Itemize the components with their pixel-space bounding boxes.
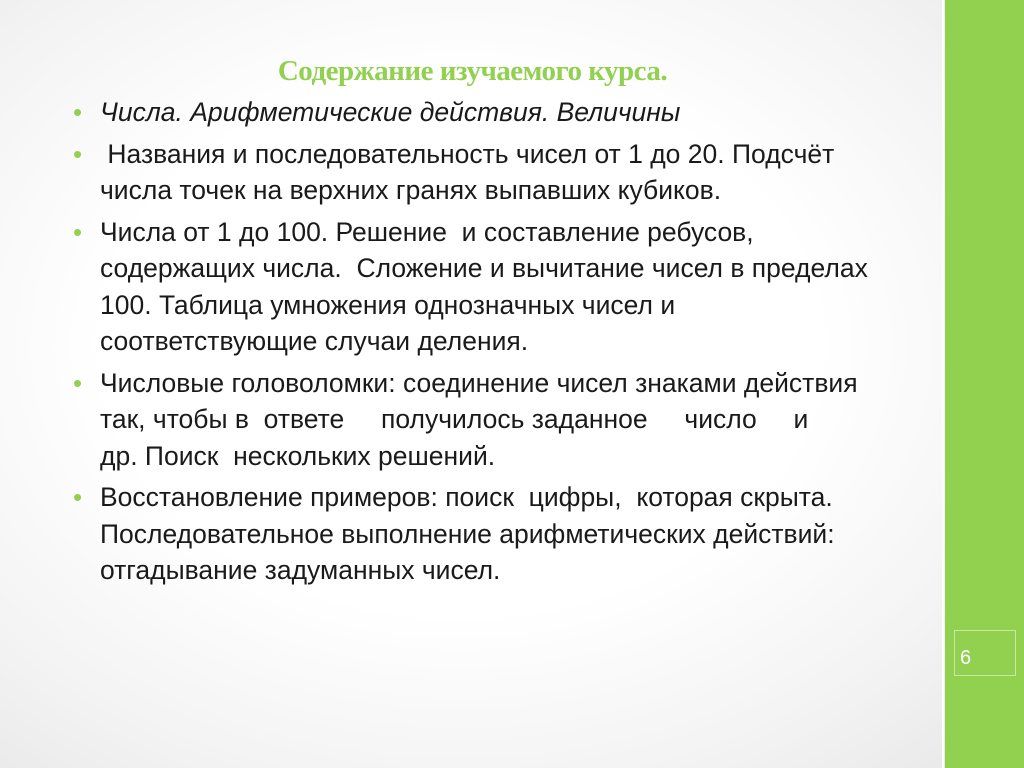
bullet-item-number-puzzles (72, 365, 882, 475)
bullet-item-numbers-operations (72, 94, 882, 131)
side-band-divider (942, 0, 944, 768)
slide-number: 6 (954, 630, 1016, 676)
slide-title: Содержание изучаемого курса. (277, 55, 668, 88)
bullet-text: Числовые головоломки: соединение чисел знаками действия так, чтобы в ответе получилось заданное число и др. Поиск нескольких решений. (100, 367, 865, 471)
bullet-dot-icon: • (73, 482, 83, 512)
bullet-item-restoring-examples (72, 479, 882, 589)
content-bullet-list (72, 94, 882, 594)
bullet-text: Названия и последовательность чисел от 1 до 20. Подсчёт числа точек на верхних гранях выпавших кубиков. (100, 138, 842, 205)
bullet-text: Числа от 1 до 100. Решение и составление ребусов, содержащих числа. Сложение и вычитание чисел в пределах 100. Таблица умножения однозначных чисел и соответствующие случаи деления. (100, 216, 876, 356)
bullet-dot-icon: • (73, 138, 83, 169)
bullet-text: Числа. Арифметические действия. Величины (100, 97, 681, 127)
bullet-dot-icon: • (73, 367, 83, 398)
bullet-text: Восстановление примеров: поиск цифры, которая скрыта. Последовательное выполнение арифметических действий: отгадывание задуманных чисел. (100, 482, 855, 585)
bullet-item-numbers-1-100 (72, 214, 882, 360)
bullet-item-numbers-1-20 (72, 136, 882, 209)
bullet-dot-icon: • (73, 216, 83, 247)
bullet-dot-icon: • (73, 97, 83, 127)
